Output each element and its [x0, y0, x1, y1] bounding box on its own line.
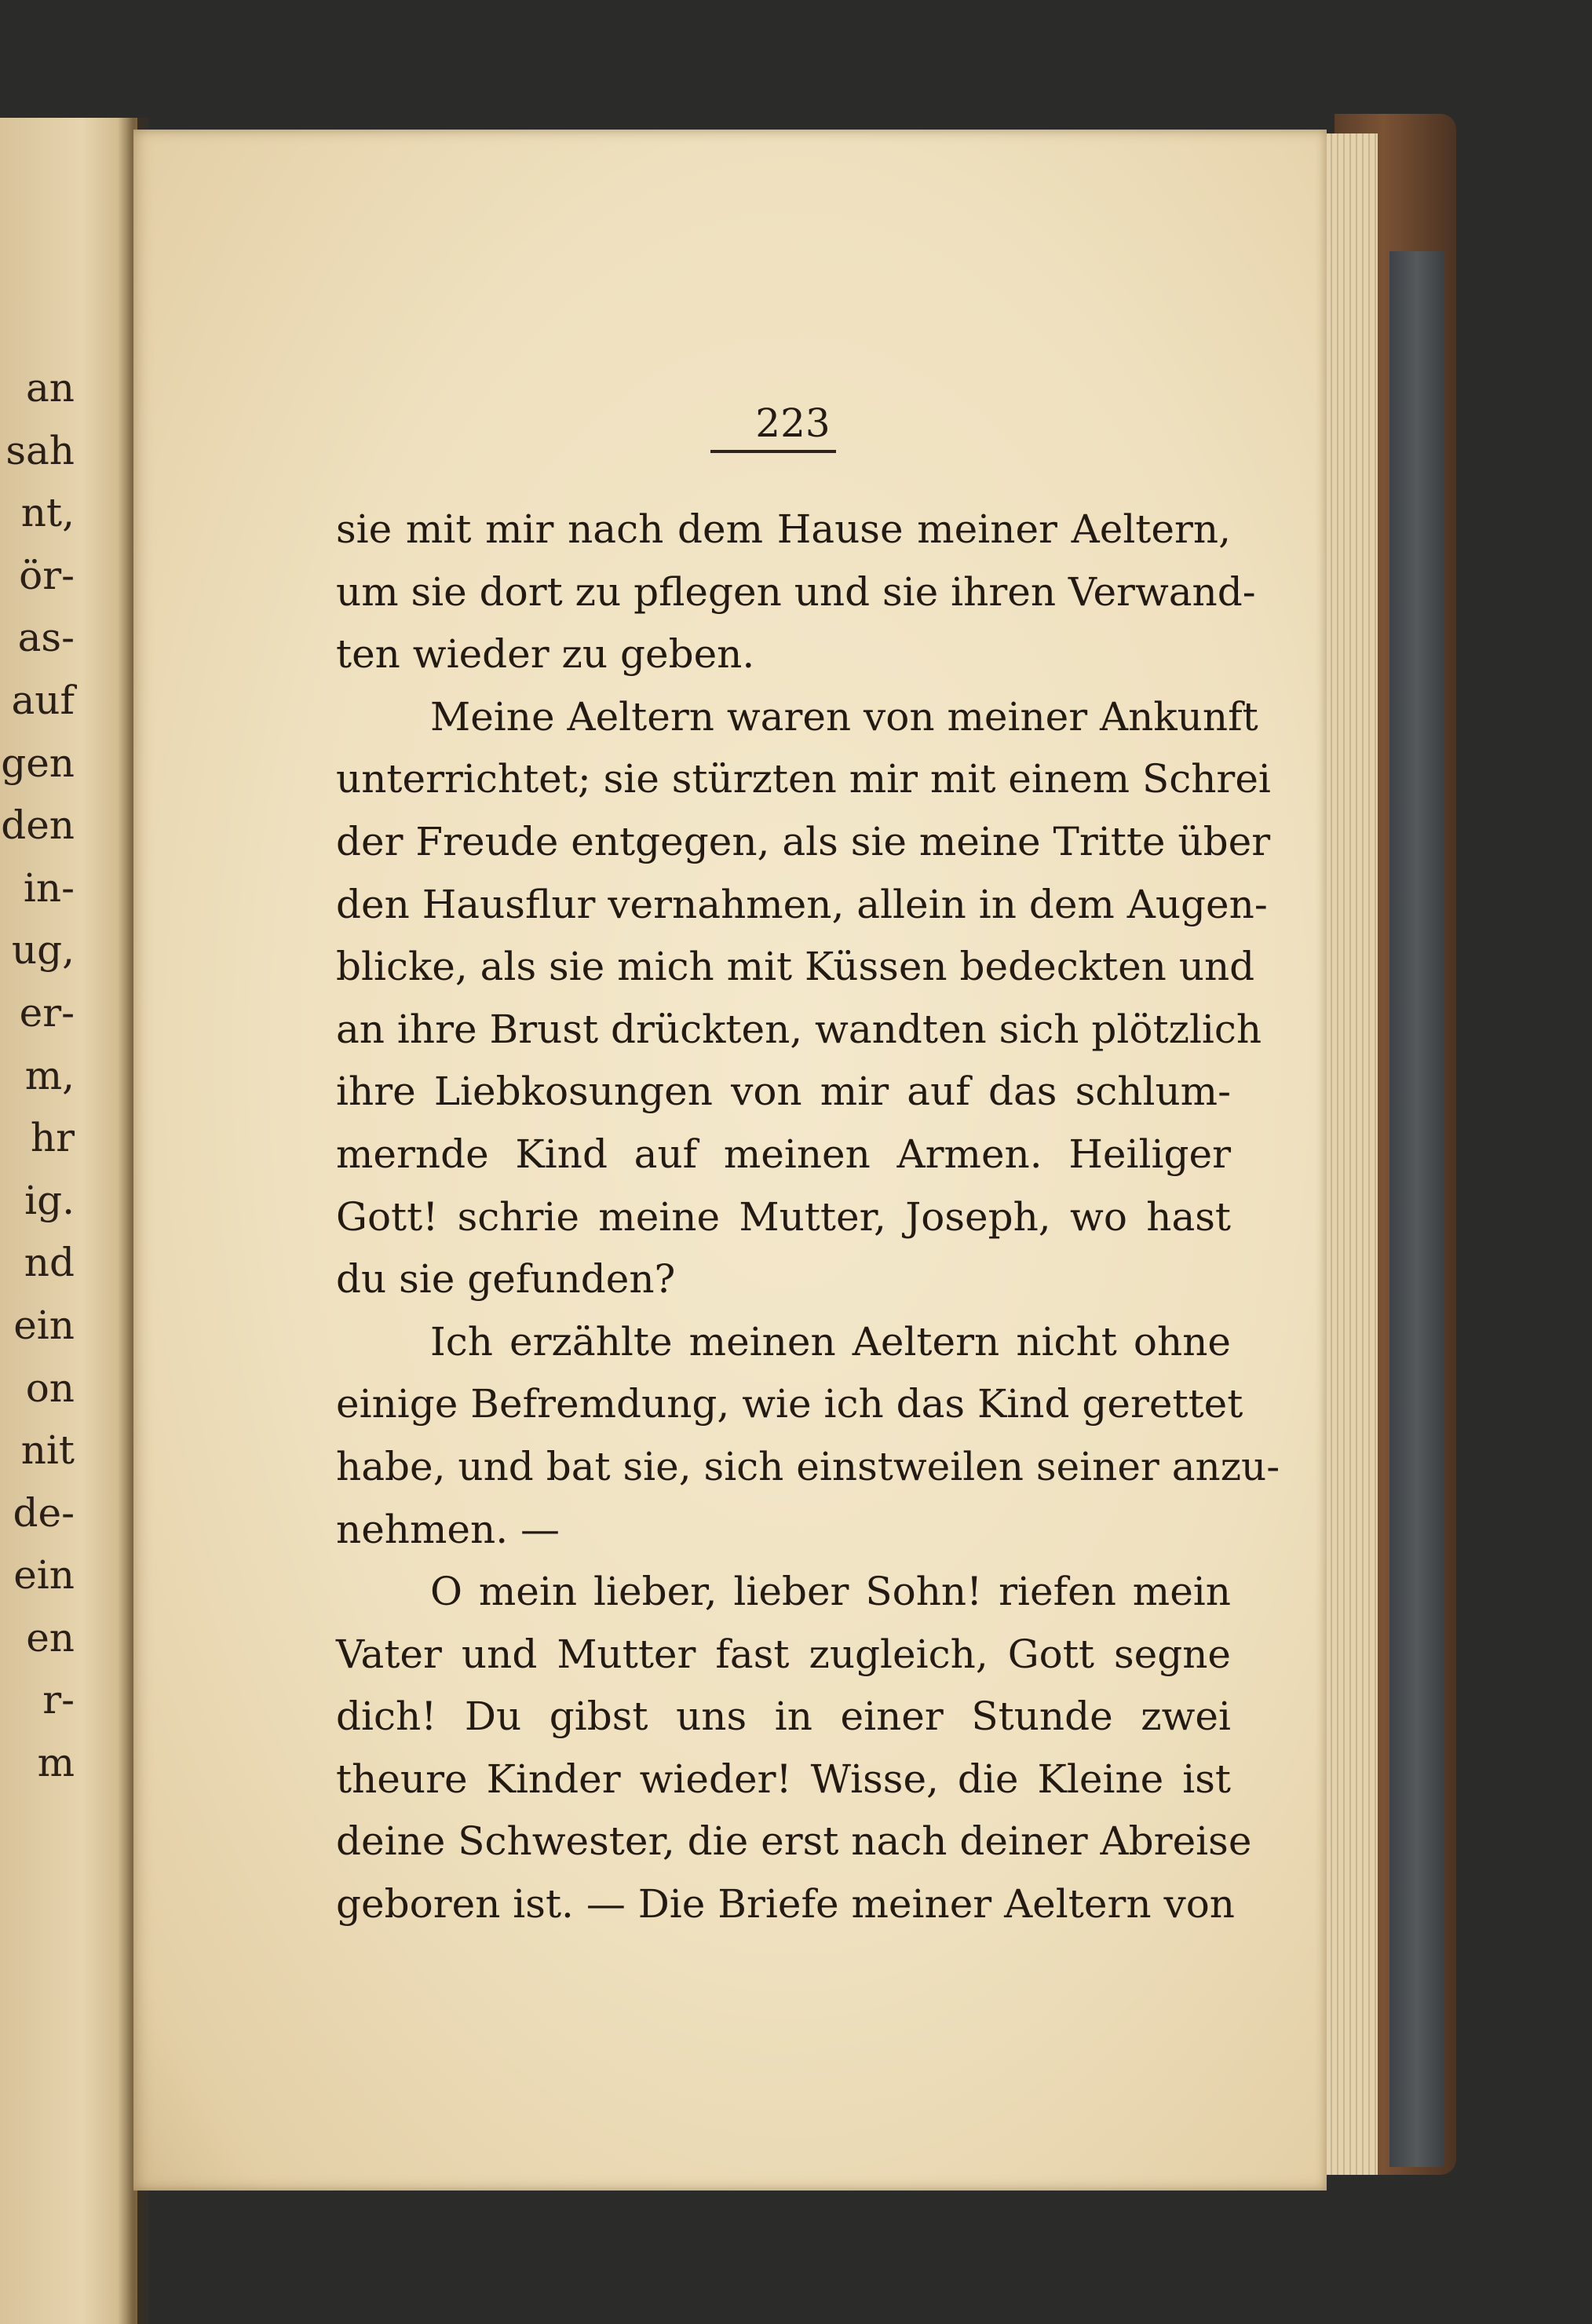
- left-fragment: in-: [23, 864, 75, 911]
- text-line: Vater und Mutter fast zugleich, Gott segne: [336, 1631, 1231, 1677]
- left-fragment: ug,: [11, 927, 75, 974]
- text-line: den Hausflur vernahmen, allein in dem Augen-: [336, 881, 1268, 927]
- left-fragment: m: [37, 1740, 75, 1786]
- left-fragment: gen: [1, 740, 75, 786]
- left-fragment: nd: [24, 1240, 75, 1286]
- text-line: unterrichtet; sie stürzten mir mit einem Schrei: [336, 756, 1271, 802]
- left-fragment: m,: [24, 1052, 75, 1098]
- left-fragment: hr: [30, 1115, 75, 1161]
- text-line: ihre Liebkosungen von mir auf das schlum-: [336, 1069, 1231, 1115]
- text-line: an ihre Brust drückten, wandten sich plötzlich: [336, 1006, 1262, 1052]
- left-fragment: auf: [11, 677, 75, 723]
- left-fragment: er-: [19, 989, 75, 1036]
- text-line: du sie gefunden?: [336, 1256, 676, 1303]
- left-fragment: de-: [13, 1489, 75, 1536]
- text-line: sie mit mir nach dem Hause meiner Aeltern,: [336, 506, 1231, 552]
- text-line: mernde Kind auf meinen Armen. Heiliger: [336, 1131, 1231, 1177]
- text-line: um sie dort zu pflegen und sie ihren Verwand-: [336, 568, 1256, 615]
- text-line: theure Kinder wieder! Wisse, die Kleine ist: [336, 1756, 1231, 1802]
- text-line: geboren ist. — Die Briefe meiner Aeltern von: [336, 1881, 1235, 1928]
- left-fragment: nt,: [20, 490, 75, 536]
- left-fragment: en: [26, 1614, 75, 1661]
- left-fragment: sah: [5, 427, 75, 473]
- text-line: der Freude entgegen, als sie meine Tritte über: [336, 818, 1271, 864]
- left-fragment: an: [25, 365, 75, 411]
- text-line: Gott! schrie meine Mutter, Joseph, wo hast: [336, 1193, 1231, 1240]
- left-fragment: on: [25, 1365, 75, 1411]
- text-line: blicke, als sie mich mit Küssen bedeckten und: [336, 944, 1255, 990]
- left-page-fragments: [0, 357, 137, 1795]
- body-text: [336, 499, 1280, 1936]
- left-fragment: ein: [13, 1552, 75, 1599]
- left-fragment: ein: [13, 1302, 75, 1348]
- text-line: Meine Aeltern waren von meiner Ankunft: [430, 693, 1258, 740]
- cover-cloth: [1389, 251, 1444, 2167]
- page-number-rule: [710, 450, 836, 453]
- left-fragment: den: [1, 802, 75, 849]
- page-number: 223: [755, 400, 831, 446]
- right-page: [133, 130, 1327, 2191]
- text-line: einige Befremdung, wie ich das Kind gerettet: [336, 1381, 1243, 1427]
- left-fragment: as-: [17, 615, 75, 661]
- left-fragment: ig.: [24, 1177, 75, 1223]
- left-fragment: nit: [20, 1427, 75, 1474]
- text-line: nehmen. —: [336, 1506, 560, 1552]
- left-fragment: ör-: [19, 552, 75, 598]
- text-line: deine Schwester, die erst nach deiner Abreise: [336, 1818, 1252, 1865]
- text-line: dich! Du gibst uns in einer Stunde zwei: [336, 1694, 1231, 1740]
- left-fragment: r-: [42, 1677, 75, 1723]
- text-line: habe, und bat sie, sich einstweilen seiner anzu-: [336, 1443, 1280, 1489]
- text-line: ten wieder zu geben.: [336, 631, 755, 678]
- text-line: Ich erzählte meinen Aeltern nicht ohne: [430, 1318, 1231, 1365]
- text-line: O mein lieber, lieber Sohn! riefen mein: [430, 1569, 1231, 1615]
